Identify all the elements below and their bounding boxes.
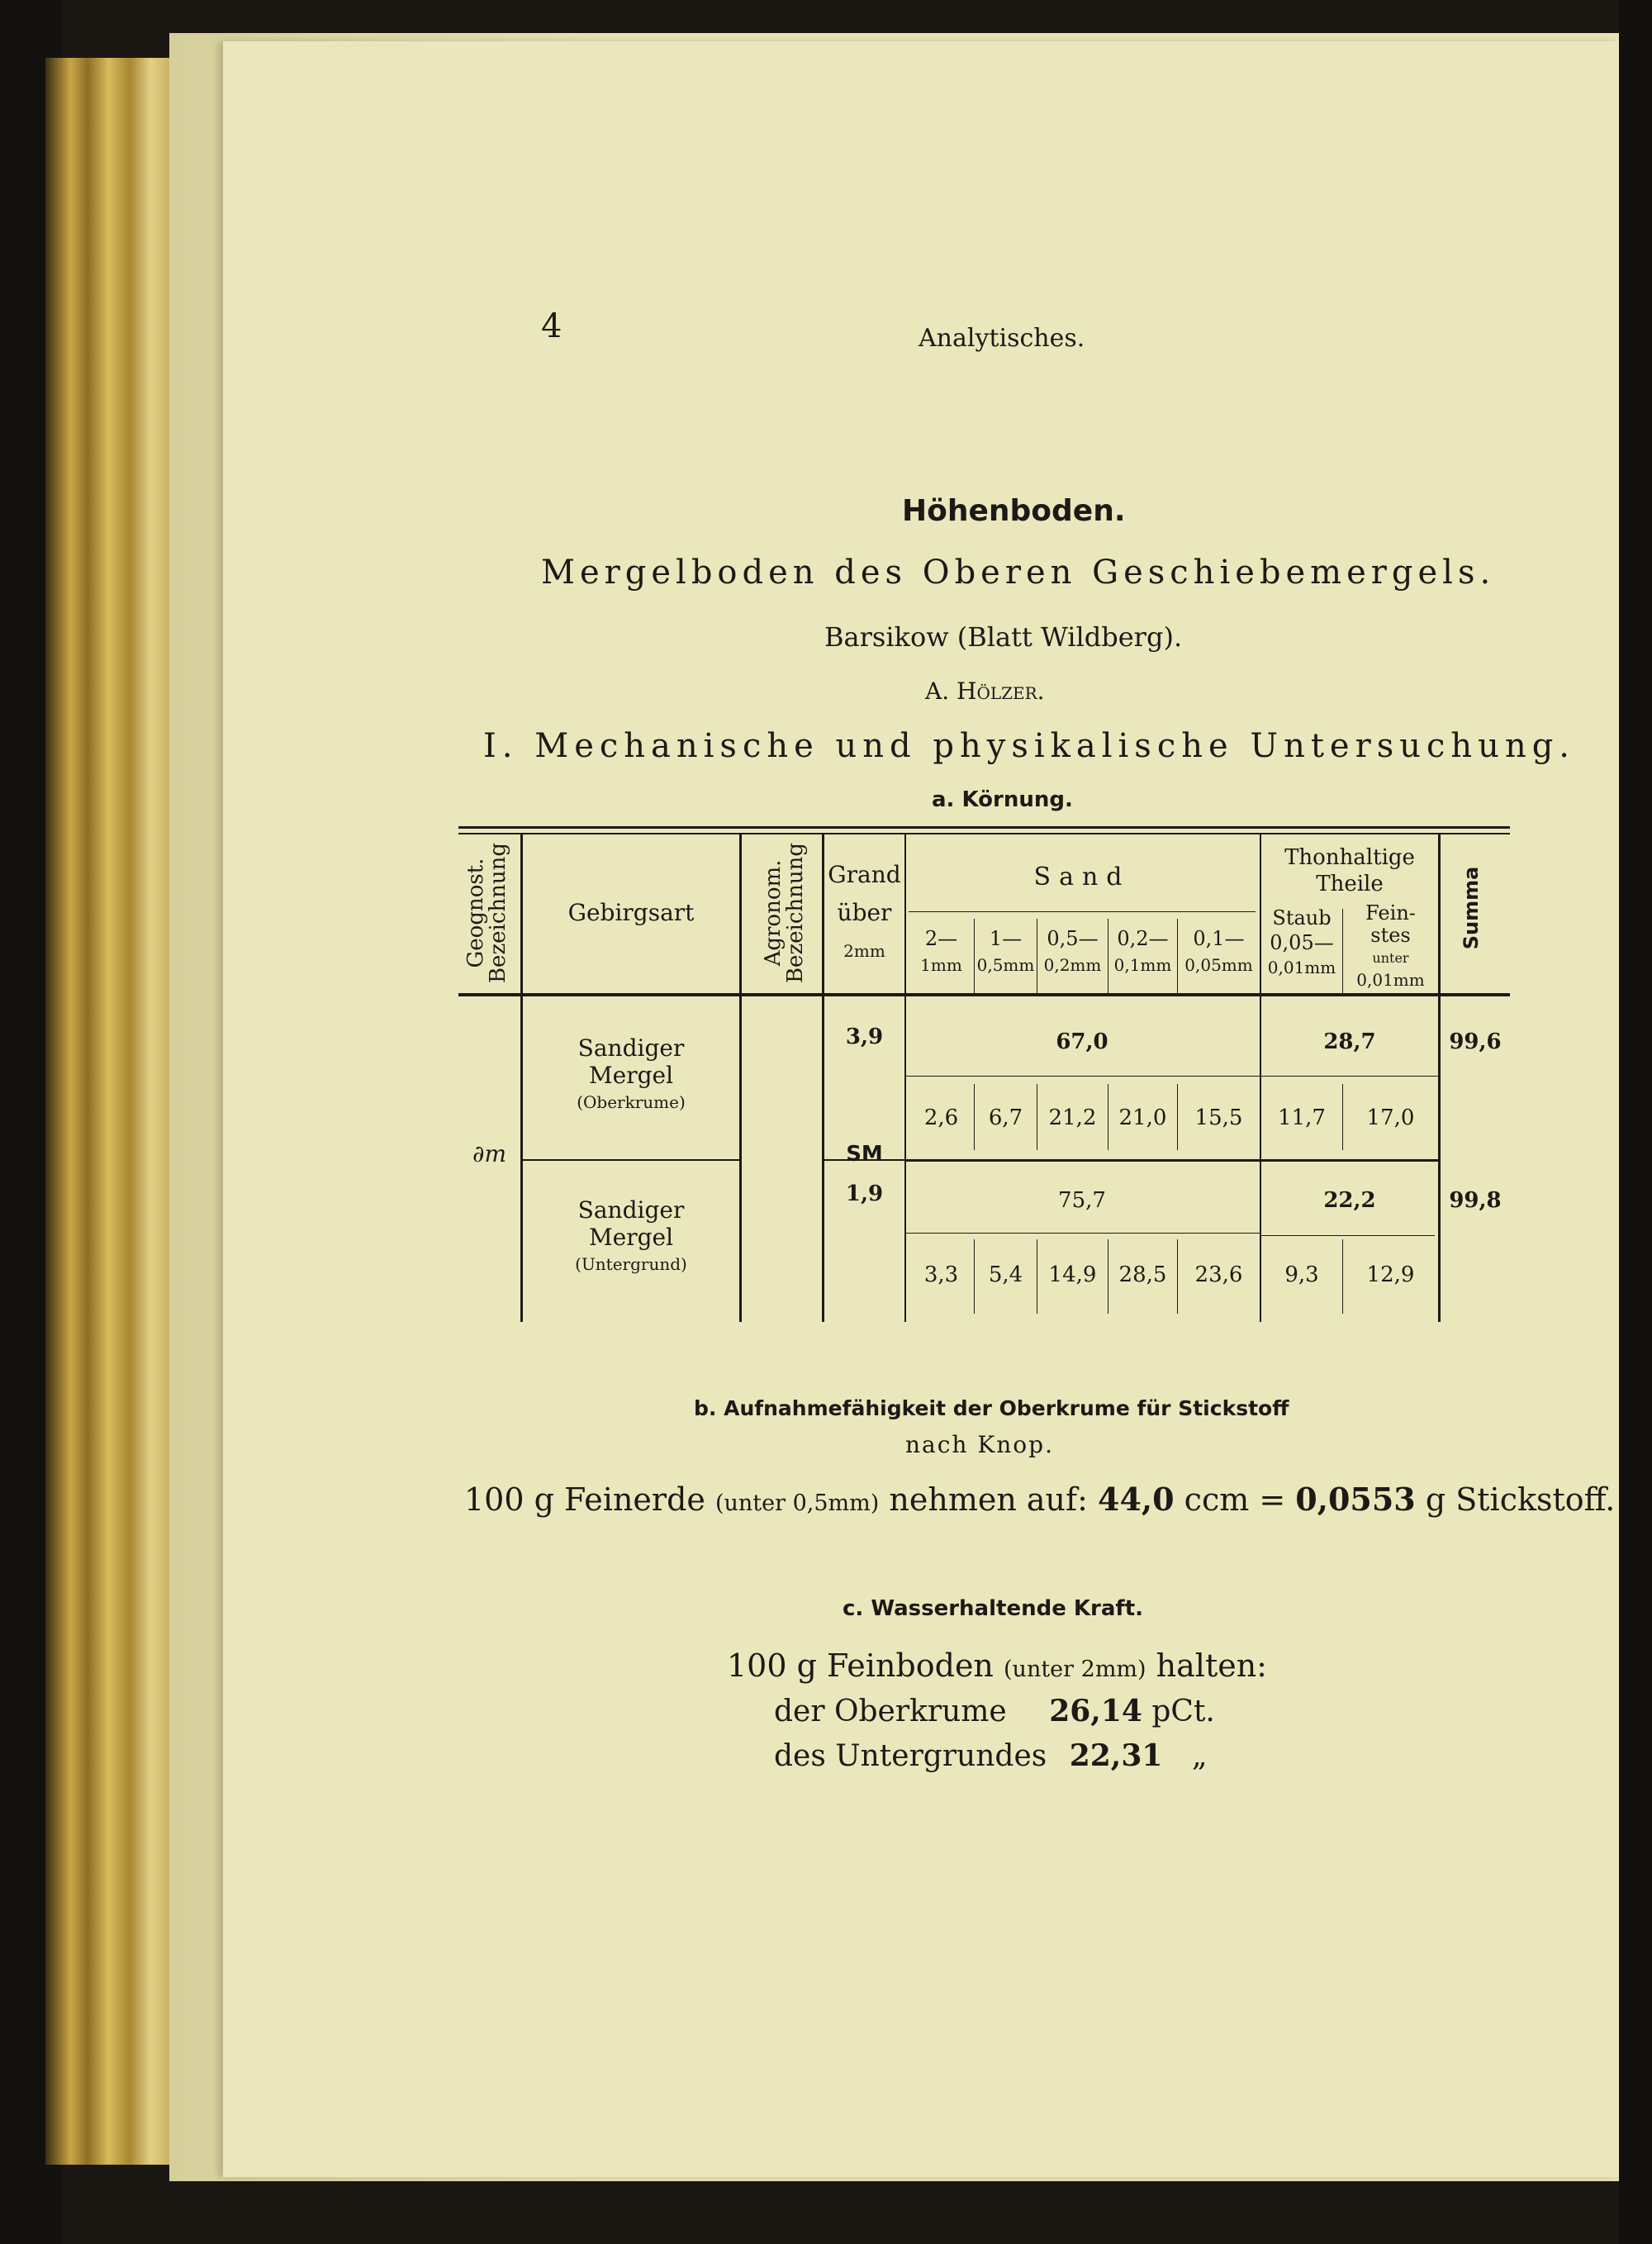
row2-v1: 3,3 [923, 1262, 959, 1287]
row2-sand-total: 75,7 [1058, 1188, 1106, 1213]
row2-v2: 5,4 [988, 1262, 1023, 1287]
header-feinstes: Fein- stes unter 0,01mm [1356, 901, 1425, 990]
row2-v3: 14,9 [1048, 1262, 1097, 1287]
author: A. Hölzer. [925, 677, 1045, 705]
running-title: Analytisches. [919, 324, 1085, 353]
header-staub: Staub 0,05— 0,01mm [1267, 906, 1336, 977]
row2-v5: 23,6 [1194, 1262, 1243, 1287]
row1-grand: 3,9 [845, 1025, 884, 1049]
row1-sand-total: 67,0 [1056, 1029, 1108, 1054]
row2-name: Sandiger Mergel (Untergrund) [575, 1196, 687, 1274]
page-number: 4 [541, 307, 563, 345]
wasser-line-3: des Untergrundes 22,31 „ [774, 1738, 1208, 1773]
wasser-line-1: 100 g Feinboden (unter 2mm) halten: [727, 1647, 1267, 1684]
subsection-aufnahme: b. Aufnahmefähigkeit der Oberkrume für Stickstoff [694, 1396, 1289, 1420]
row1-v3: 21,2 [1048, 1105, 1097, 1130]
subsection-koernung: a. Körnung. [932, 787, 1073, 812]
row2-v7: 12,9 [1366, 1262, 1415, 1287]
header-agronom: Agronom. Bezeichnung [761, 842, 809, 984]
header-sand-02-01: 0,2— 0,1mm [1113, 927, 1172, 975]
right-cover [1619, 0, 1652, 2244]
header-geognost: Geognost. Bezeichnung [463, 842, 511, 984]
row1-thon-total: 28,7 [1323, 1029, 1376, 1054]
row1-v7: 17,0 [1366, 1105, 1415, 1130]
section-title: Höhenboden. [902, 494, 1126, 528]
header-sand-01-005: 0,1— 0,05mm [1184, 927, 1253, 975]
row1-v1: 2,6 [923, 1105, 959, 1130]
row2-grand: 1,9 [845, 1181, 884, 1206]
row1-summa: 99,6 [1449, 1029, 1502, 1054]
row1-v6: 11,7 [1278, 1105, 1326, 1130]
section-subtitle: Mergelboden des Oberen Geschiebemergels. [541, 554, 1496, 592]
koernung-table [458, 826, 1510, 1322]
page-edges [45, 58, 186, 2165]
header-sand-05-02: 0,5— 0,2mm [1043, 927, 1102, 975]
header-sand-2-1: 2— 1mm [920, 927, 962, 975]
row1-name: Sandiger Mergel (Oberkrume) [577, 1034, 686, 1112]
header-gebirgsart: Gebirgsart [567, 899, 695, 926]
row1-v4: 21,0 [1118, 1105, 1167, 1130]
geognost-value: ∂m [472, 1140, 507, 1167]
header-summa: Summa [1460, 866, 1483, 950]
row2-v6: 9,3 [1284, 1262, 1319, 1287]
row2-summa: 99,8 [1449, 1188, 1502, 1213]
stickstoff-line: 100 g Feinerde (unter 0,5mm) nehmen auf: 44,0 ccm = 0,0553 g Stickstoff. [464, 1481, 1616, 1518]
location: Barsikow (Blatt Wildberg). [824, 621, 1183, 653]
part-title: I. Mechanische und physikalische Untersuchung. [483, 727, 1576, 765]
agronom-value: SM [846, 1142, 883, 1167]
row2-thon-total: 22,2 [1323, 1188, 1376, 1213]
row1-v2: 6,7 [988, 1105, 1023, 1130]
subsection-aufnahme-sub: nach Knop. [905, 1431, 1054, 1458]
wasser-line-2: der Oberkrume 26,14 pCt. [774, 1694, 1215, 1728]
header-grand: Grand über 2mm [828, 861, 901, 961]
subsection-wasser: c. Wasserhaltende Kraft. [843, 1596, 1144, 1621]
header-sand: Sand [1033, 863, 1131, 891]
header-sand-1-05: 1— 0,5mm [976, 927, 1035, 975]
row1-v5: 15,5 [1194, 1105, 1243, 1130]
row2-v4: 28,5 [1118, 1262, 1167, 1287]
header-thonhaltige: Thonhaltige Theile [1284, 845, 1415, 896]
